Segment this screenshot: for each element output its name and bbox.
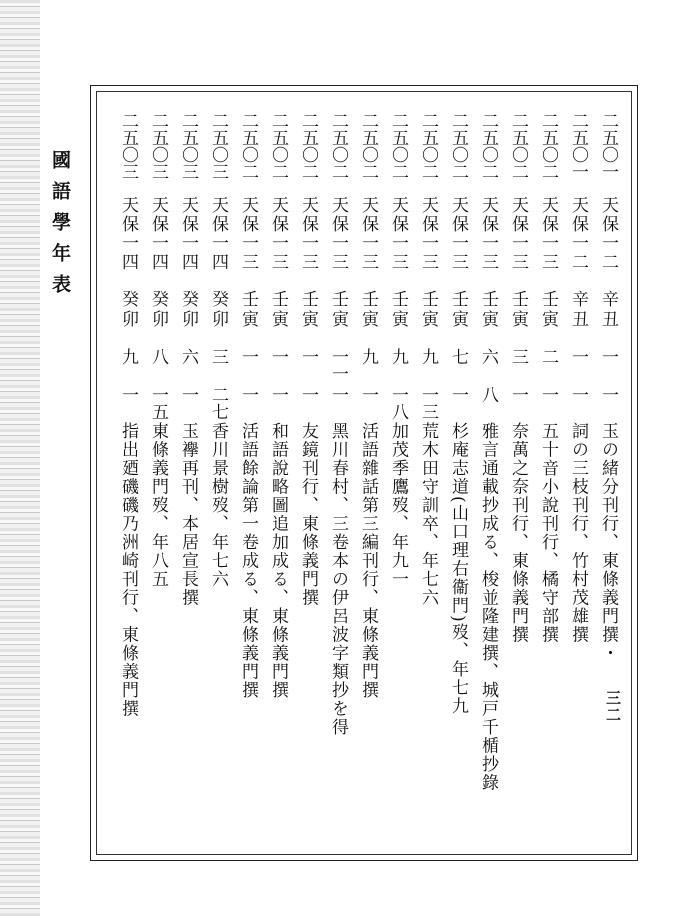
day-cell: 一 (238, 386, 258, 403)
month-cell: 一 (238, 348, 258, 365)
month-cell: 一 (298, 348, 318, 365)
month-cell: 九 (418, 348, 438, 365)
event-cell: 友鏡刊行、東條義門撰 (298, 422, 318, 607)
year-cell: 二五〇三 (208, 112, 228, 180)
year-cell: 二五〇二 (448, 112, 468, 180)
year-cell: 二五〇二 (358, 112, 378, 180)
day-cell: 一 (448, 386, 468, 403)
year-cell: 二五〇三 (118, 112, 138, 180)
month-cell: 八 (148, 348, 168, 365)
event-cell: 黑川春村、三卷本の伊呂波字類抄を得 (328, 422, 348, 737)
month-cell: 九 (358, 348, 378, 365)
month-cell: 七 (448, 348, 468, 365)
eto-cell: 癸卯 (148, 290, 168, 330)
eto-cell: 癸卯 (178, 290, 198, 330)
day-cell: 一 (118, 386, 138, 403)
day-cell: 一 (268, 386, 288, 403)
month-cell: 一 (568, 348, 588, 365)
year-cell: 二五〇二 (238, 112, 258, 180)
table-row (113, 112, 143, 812)
table-row (233, 112, 263, 812)
era-cell: 天保一四 (208, 196, 228, 272)
month-cell: 一 (268, 348, 288, 365)
era-cell: 天保一三 (448, 196, 468, 272)
event-cell: 和語說略圖追加成る、東條義門撰 (268, 422, 288, 700)
day-cell: 一 (598, 386, 618, 403)
era-cell: 天保一三 (478, 196, 498, 272)
day-cell: 一 (538, 386, 558, 403)
day-cell: 二七 (208, 386, 228, 420)
event-cell: 荒木田守訓卒、年七六 (418, 422, 438, 607)
era-cell: 天保一三 (508, 196, 528, 272)
eto-cell: 壬寅 (418, 290, 438, 330)
month-cell: 六 (478, 348, 498, 365)
year-cell: 二五〇二 (418, 112, 438, 180)
event-cell: 加茂季鷹歿、年九一 (388, 422, 408, 589)
event-cell: 奈萬之奈刊行、東條義門撰 (508, 422, 528, 644)
event-cell: 東條義門歿、年八五 (148, 422, 168, 589)
eto-cell: 壬寅 (448, 290, 468, 330)
table-row (413, 112, 443, 812)
month-cell: 三 (208, 348, 228, 365)
year-cell: 二五〇二 (328, 112, 348, 180)
table-row (263, 112, 293, 812)
table-row (563, 112, 593, 812)
month-cell: 一 (598, 348, 618, 365)
year-cell: 二五〇二 (268, 112, 288, 180)
month-cell: 二 (538, 348, 558, 365)
year-cell: 二五〇三 (148, 112, 168, 180)
table-row (443, 112, 473, 812)
era-cell: 天保一四 (148, 196, 168, 272)
event-cell: 五十音小說刊行、橘守部撰 (538, 422, 558, 644)
year-cell: 二五〇三 (178, 112, 198, 180)
table-row (593, 112, 623, 812)
eto-cell: 壬寅 (358, 290, 378, 330)
event-cell: 活語雜話第三編刊行、東條義門撰 (358, 422, 378, 700)
year-cell: 二五〇二 (508, 112, 528, 180)
day-cell: 一 (508, 386, 528, 403)
event-cell: 香川景樹歿、年七六 (208, 422, 228, 589)
year-cell: 二五〇二 (538, 112, 558, 180)
era-cell: 天保一二 (568, 196, 588, 272)
era-cell: 天保一三 (328, 196, 348, 272)
day-cell: 一 (568, 386, 588, 403)
eto-cell: 壬寅 (508, 290, 528, 330)
year-cell: 二五〇二 (388, 112, 408, 180)
eto-cell: 壬寅 (298, 290, 318, 330)
page-number: 三二 (604, 690, 622, 724)
day-cell: 一 (328, 386, 348, 403)
year-cell: 二五〇一 (568, 112, 588, 180)
event-cell: 杉庵志道(山口理右衞門)歿、年七九 (448, 422, 468, 716)
era-cell: 天保一四 (178, 196, 198, 272)
table-row (293, 112, 323, 812)
era-cell: 天保一三 (538, 196, 558, 272)
year-cell: 二五〇一 (598, 112, 618, 180)
era-cell: 天保一三 (238, 196, 258, 272)
eto-cell: 壬寅 (238, 290, 258, 330)
table-row (473, 112, 503, 812)
era-cell: 天保一三 (388, 196, 408, 272)
eto-cell: 壬寅 (538, 290, 558, 330)
day-cell: 一三 (418, 386, 438, 420)
eto-cell: 癸卯 (118, 290, 138, 330)
running-title: 國語學年表 (49, 150, 71, 305)
month-cell: 九 (388, 348, 408, 365)
day-cell: 一 (298, 386, 318, 403)
era-cell: 天保一三 (298, 196, 318, 272)
chronology-table (103, 112, 623, 812)
day-cell: 八 (478, 386, 498, 403)
event-cell: 玉襷再刊、本居宣長撰 (178, 422, 198, 607)
month-cell: 九 (118, 348, 138, 365)
eto-cell: 壬寅 (388, 290, 408, 330)
year-cell: 二五〇二 (478, 112, 498, 180)
day-cell: 一八 (388, 386, 408, 420)
era-cell: 天保一三 (358, 196, 378, 272)
table-row (383, 112, 413, 812)
event-cell: 詞の三枝刊行、竹村茂雄撰 (568, 422, 588, 644)
month-cell: 一一 (328, 348, 348, 382)
event-cell: 雅言通載抄成る、梭並隆建撰、城戸千楯抄錄 (478, 422, 498, 792)
day-cell: 一 (358, 386, 378, 403)
table-row (323, 112, 353, 812)
event-cell: 指出廼磯磯乃洲崎刊行、東條義門撰 (118, 422, 138, 718)
table-row (353, 112, 383, 812)
eto-cell: 辛丑 (568, 290, 588, 330)
event-cell: 玉の緒分刊行、東條義門撰・ (598, 422, 618, 663)
scanned-page-edge (0, 0, 40, 917)
table-row (143, 112, 173, 812)
eto-cell: 壬寅 (328, 290, 348, 330)
day-cell: 一五 (148, 386, 168, 420)
month-cell: 六 (178, 348, 198, 365)
table-row (173, 112, 203, 812)
table-row (503, 112, 533, 812)
eto-cell: 壬寅 (478, 290, 498, 330)
era-cell: 天保一二 (598, 196, 618, 272)
era-cell: 天保一三 (268, 196, 288, 272)
year-cell: 二五〇二 (298, 112, 318, 180)
era-cell: 天保一四 (118, 196, 138, 272)
month-cell: 三 (508, 348, 528, 365)
eto-cell: 癸卯 (208, 290, 228, 330)
table-row (533, 112, 563, 812)
table-row (203, 112, 233, 812)
era-cell: 天保一三 (418, 196, 438, 272)
eto-cell: 辛丑 (598, 290, 618, 330)
event-cell: 活語餘論第一卷成る、東條義門撰 (238, 422, 258, 700)
eto-cell: 壬寅 (268, 290, 288, 330)
day-cell: 一 (178, 386, 198, 403)
